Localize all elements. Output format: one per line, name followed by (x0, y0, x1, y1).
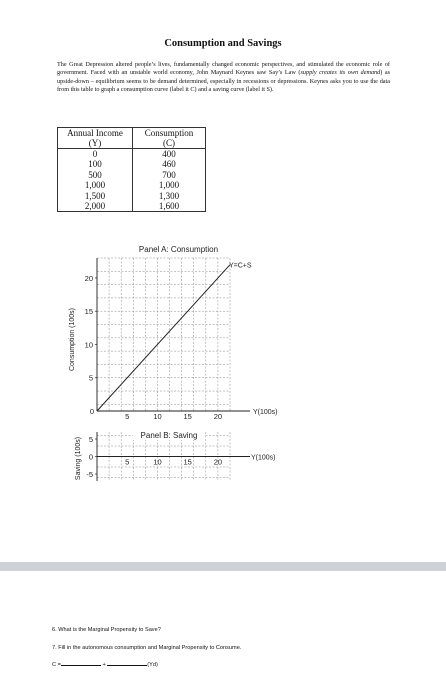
x-tick-label: 10 (153, 457, 162, 467)
panel-a-title: Panel A: Consumption (138, 245, 219, 254)
formula-plus: + (102, 662, 106, 668)
x-tick-label: 20 (213, 457, 223, 467)
x-tick-label: 15 (183, 412, 192, 421)
intro-text-a: The Great Depression altered people’s lives, fundamentally changed economic perspectives, and stimulated the economic role of government. Faced with an unstable world economy, John Maynard Keynes saw Say’s Law ( (57, 61, 390, 77)
cell-consumption: 1,000 (158, 180, 180, 191)
formula-yd: (Yd) (147, 662, 158, 668)
page-divider (0, 562, 446, 571)
y-tick-label: 15 (84, 307, 93, 317)
mpc-blank[interactable] (107, 665, 147, 666)
formula-c-label: C = (52, 662, 61, 668)
cell-consumption: 1,300 (158, 190, 180, 201)
cell-income: 100 (58, 159, 133, 169)
cell-income: 1,000 (58, 180, 133, 190)
question-7: 7. Fill in the autonomous consumption and Marginal Propensity to Consume. (52, 645, 242, 651)
cell-income: 2,000 (58, 201, 133, 212)
cell-consumption: 400 (162, 149, 176, 159)
cell-consumption: 1,600 (158, 201, 180, 212)
y-tick-label: 5 (88, 435, 93, 444)
panel-b-title: Panel B: Saving (140, 431, 198, 440)
panel-a-x-label: Y(100s) (253, 409, 278, 416)
x-tick-label: 5 (125, 412, 130, 421)
cell-income: 1,500 (58, 191, 133, 201)
table-subheader-consumption: (C) (133, 138, 206, 149)
formula-line (52, 662, 158, 668)
x-tick-label: 10 (153, 412, 162, 421)
y-tick-label: 20 (84, 273, 93, 283)
table-header-income: Annual Income (58, 128, 133, 139)
cell-income: 0 (58, 149, 133, 160)
y-tick-label: 0 (88, 452, 93, 462)
y-tick-label: 5 (88, 373, 93, 383)
x-tick-label: 15 (183, 457, 192, 467)
origin-label: 0 (89, 407, 94, 416)
table-subheader-income: (Y) (58, 138, 133, 149)
autonomous-consumption-blank[interactable] (61, 665, 101, 666)
intro-text-emphasis: supply creates its own demand (300, 69, 381, 77)
cell-consumption: 700 (162, 169, 176, 180)
cell-consumption: 460 (162, 159, 176, 170)
panel-b-y-label: Saving (100s) (75, 436, 82, 481)
x-tick-label: 5 (125, 457, 130, 467)
panel-a-y-label: Consumption (100s) (69, 307, 76, 372)
table-header-consumption: Consumption (144, 128, 194, 138)
cell-income: 500 (58, 170, 133, 180)
y-tick-label: -5 (86, 470, 93, 479)
series-label: Y=C+S (229, 262, 252, 270)
question-6: 6. What is the Marginal Propensity to Save? (52, 627, 161, 633)
x-tick-label: 20 (213, 412, 223, 421)
document-title: Consumption and Savings (164, 38, 282, 49)
intro-text-b: ) as upside-down – equilibrium seems to be demand determined, especially in recessions or depressions. Keynes asks you to use the data from this table to graph a consumption curve (label it C) and a saving curve (label it S). (57, 69, 391, 94)
y-tick-label: 10 (84, 340, 93, 350)
panel-b-x-label: Y(100s) (251, 454, 276, 462)
